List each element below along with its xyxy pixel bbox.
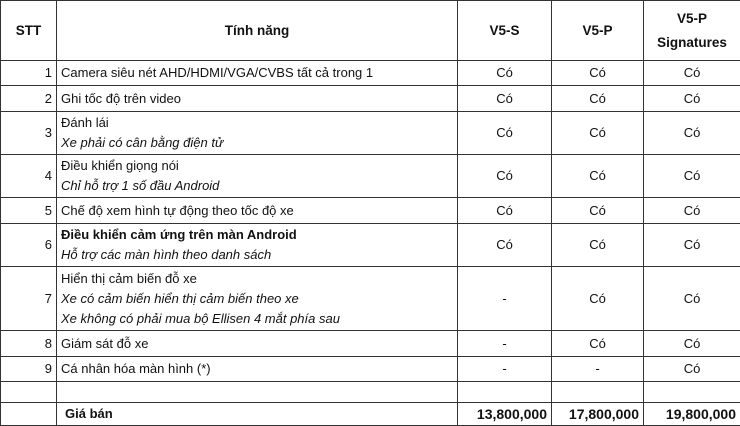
v5p-value: Có: [552, 331, 644, 357]
table-row: [1, 61, 740, 86]
signatures-value: Có: [644, 267, 740, 331]
header-sig-line2: Signatures: [648, 31, 736, 55]
feature-name: Cá nhân hóa màn hình (*): [61, 359, 453, 379]
feature-cell: [57, 224, 458, 267]
feature-name: Điều khiển giọng nói: [61, 156, 453, 176]
v5s-value: Có: [458, 86, 552, 112]
signatures-value: Có: [644, 198, 740, 224]
v5s-value: -: [458, 331, 552, 357]
feature-cell: [57, 331, 458, 357]
feature-name: Ghi tốc độ trên video: [61, 89, 453, 109]
feature-cell: [57, 267, 458, 331]
row-number: 9: [1, 357, 57, 382]
header-sig-line1: V5-P: [648, 7, 736, 31]
row-number: 8: [1, 331, 57, 357]
feature-cell: [57, 61, 458, 86]
header-stt: STT: [1, 1, 57, 61]
signatures-value: Có: [644, 112, 740, 155]
row-number: 1: [1, 61, 57, 86]
row-number: 5: [1, 198, 57, 224]
feature-cell: [57, 112, 458, 155]
feature-note: Chỉ hỗ trợ 1 số đầu Android: [61, 176, 453, 196]
table-row: [1, 86, 740, 112]
row-number: 3: [1, 112, 57, 155]
v5p-value: Có: [552, 267, 644, 331]
table-row: [1, 155, 740, 198]
header-v5s: V5-S: [458, 1, 552, 61]
header-feature: Tính năng: [57, 1, 458, 61]
feature-cell: [57, 198, 458, 224]
price-v5s: 13,800,000: [458, 403, 552, 426]
table-row: [1, 198, 740, 224]
table-row: [1, 331, 740, 357]
header-v5p: V5-P: [552, 1, 644, 61]
feature-note: Hỗ trợ các màn hình theo danh sách: [61, 245, 453, 265]
v5s-value: Có: [458, 198, 552, 224]
v5p-value: Có: [552, 86, 644, 112]
price-signatures: 19,800,000: [644, 403, 740, 426]
v5s-value: -: [458, 267, 552, 331]
v5p-value: Có: [552, 224, 644, 267]
header-row: [1, 1, 740, 61]
row-number: 2: [1, 86, 57, 112]
price-label: Giá bán: [57, 403, 458, 426]
v5s-value: Có: [458, 224, 552, 267]
feature-cell: [57, 155, 458, 198]
signatures-value: Có: [644, 224, 740, 267]
v5s-value: -: [458, 357, 552, 382]
feature-name: Chế độ xem hình tự động theo tốc độ xe: [61, 201, 453, 221]
v5s-value: Có: [458, 61, 552, 86]
empty-row: [1, 382, 740, 403]
feature-note: Xe phải có cân bằng điện tử: [61, 133, 453, 153]
price-row: [1, 403, 740, 426]
feature-cell: [57, 357, 458, 382]
price-v5p: 17,800,000: [552, 403, 644, 426]
signatures-value: Có: [644, 331, 740, 357]
header-v5p-signatures: [644, 1, 740, 61]
table-row: [1, 267, 740, 331]
v5s-value: Có: [458, 155, 552, 198]
feature-note: Xe không có phải mua bộ Ellisen 4 mắt phía sau: [61, 309, 453, 329]
v5p-value: Có: [552, 61, 644, 86]
feature-name: Đánh lái: [61, 113, 453, 133]
table-row: [1, 224, 740, 267]
v5p-value: -: [552, 357, 644, 382]
row-number: 4: [1, 155, 57, 198]
feature-cell: [57, 86, 458, 112]
signatures-value: Có: [644, 155, 740, 198]
v5p-value: Có: [552, 198, 644, 224]
table-row: [1, 112, 740, 155]
table-row: [1, 357, 740, 382]
signatures-value: Có: [644, 61, 740, 86]
row-number: 7: [1, 267, 57, 331]
v5s-value: Có: [458, 112, 552, 155]
v5p-value: Có: [552, 155, 644, 198]
feature-note: Xe có cảm biến hiển thị cảm biến theo xe: [61, 289, 453, 309]
feature-name: Camera siêu nét AHD/HDMI/VGA/CVBS tất cả trong 1: [61, 63, 453, 83]
feature-name: Hiển thị cảm biến đỗ xe: [61, 269, 453, 289]
v5p-value: Có: [552, 112, 644, 155]
signatures-value: Có: [644, 86, 740, 112]
signatures-value: Có: [644, 357, 740, 382]
feature-name: Điều khiển cảm ứng trên màn Android: [61, 225, 453, 245]
feature-name: Giám sát đỗ xe: [61, 334, 453, 354]
row-number: 6: [1, 224, 57, 267]
